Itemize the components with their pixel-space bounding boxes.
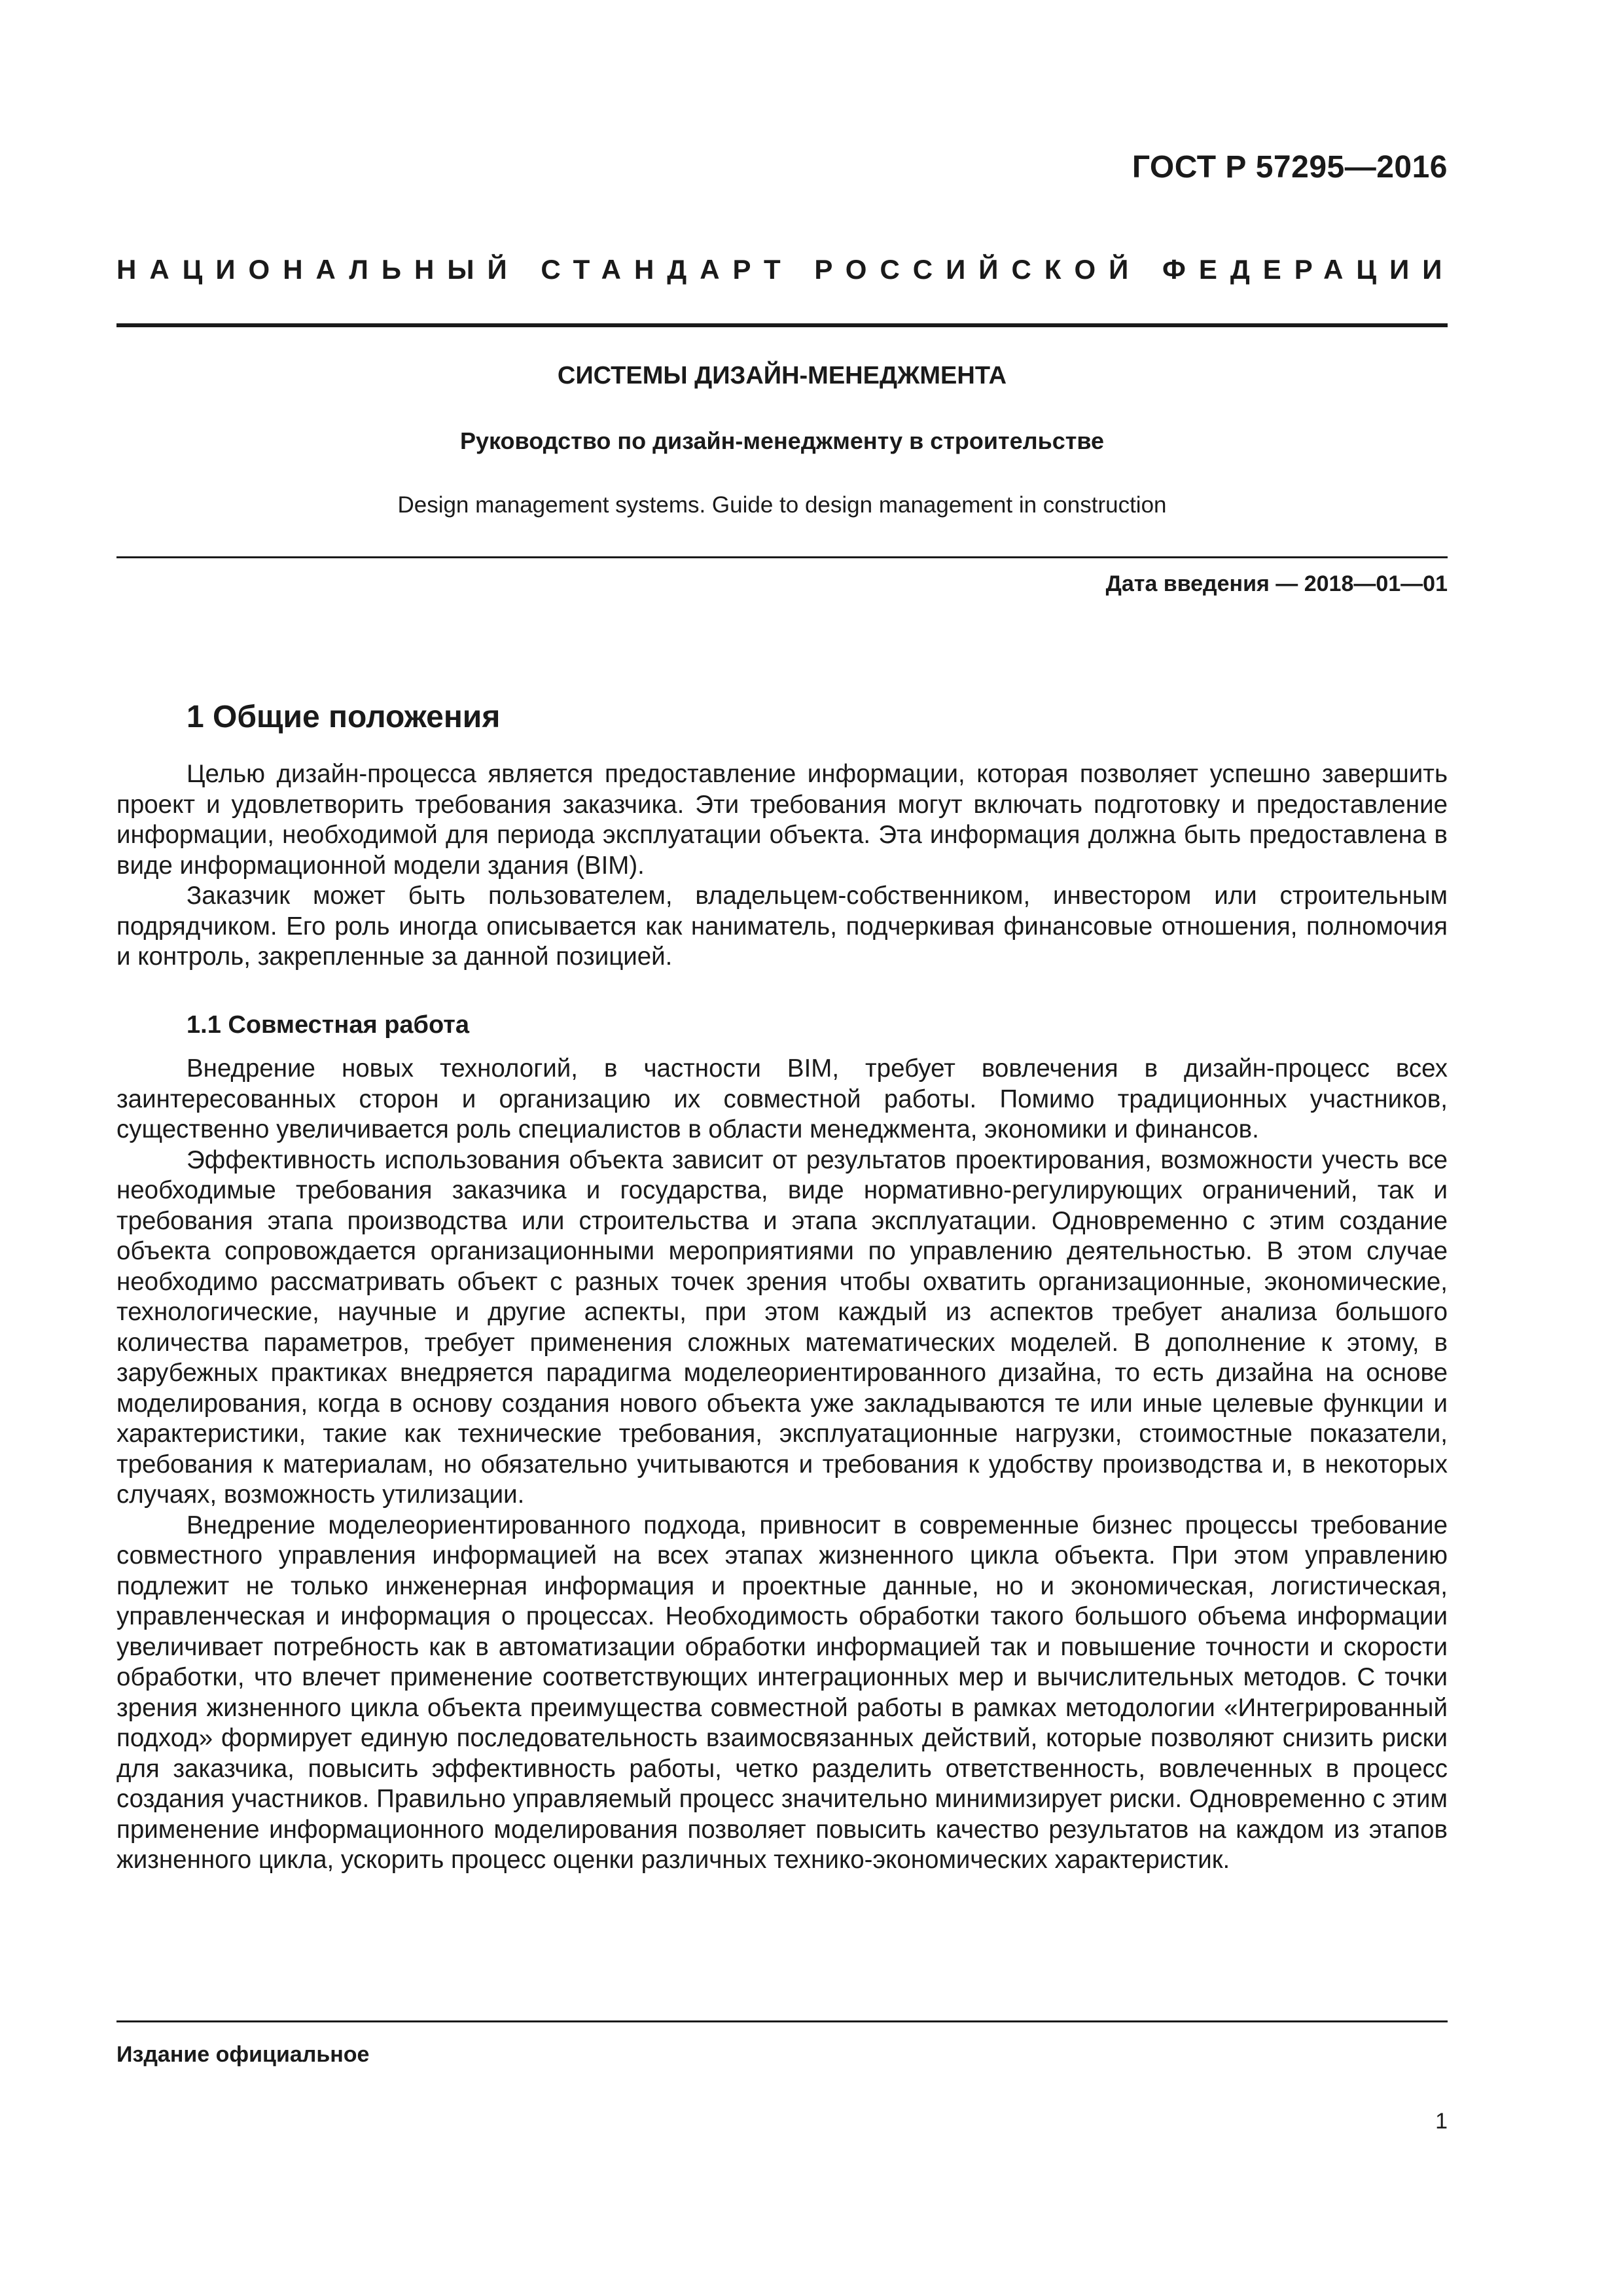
section-1-heading: 1 Общие положения [187,700,501,734]
section-1-body [116,759,1448,973]
title-divider [116,556,1448,558]
standard-subtitle: Руководство по дизайн-менеджменту в строительстве [459,427,1105,454]
standard-title: СИСТЕМЫ ДИЗАЙН-МЕНЕДЖМЕНТА [557,362,1007,389]
gost-code: ГОСТ Р 57295—2016 [1132,150,1448,185]
header-divider [116,323,1448,327]
introduction-date: Дата введения — 2018—01—01 [1105,571,1448,596]
paragraph: Целью дизайн-процесса является предоставление информации, которая позволяет успешно завершить проект и удовлетворить требования заказчика. Эти требования могут включать подготовку и предоставление информации, необходимой для периода эксплуатации объекта. Эта информация должна быть предоставлена в виде информационной модели здания (BIM). [116,760,1448,880]
paragraph: Внедрение моделеориентированного подхода, привносит в современные бизнес процессы требование совместного управления информацией на всех этапах жизненного цикла объекта. При этом управлению подлежит не только инженерная информация и проектные данные, но и экономическая, логистическая, управленческая и информация о процессах. Необходимость обработки такого большого объема информации увеличивает потребность как в автоматизации обработки информацией так и повышение точности и скорости обработки, что влечет применение соответствующих интеграционных мер и вычислительных методов. С точки зрения жизненного цикла объекта преимущества совместной работы в рамках методологии «Интегрированный подход» формирует единую последовательность взаимосвязанных действий, которые позволяют снизить риски для заказчика, повысить эффективность работы, четко разделить ответственность, вовлеченных в процесс создания участников. Правильно управляемый процесс значительно минимизирует риски. Одновременно с этим применение информационного моделирования позволяет повысить качество результатов на каждом из этапов жизненного цикла, ускорить процесс оценки различных технико-экономических характеристик. [116,1511,1448,1874]
paragraph: Внедрение новых технологий, в частности BIM, требует вовлечения в дизайн-процесс всех заинтересованных сторон и организацию их совместной работы. Помимо традиционных участников, существенно увеличивается роль специалистов в области менеджмента, экономики и финансов. [116,1054,1448,1143]
section-1-1-heading: 1.1 Совместная работа [187,1011,470,1039]
national-standard-title: НАЦИОНАЛЬНЫЙ СТАНДАРТ РОССИЙСКОЙ ФЕДЕРАЦИИ [116,254,1455,285]
official-edition-label: Издание официальное [116,2042,370,2067]
standard-english-title: Design management systems. Guide to design management in construction [397,492,1167,518]
footer-divider [116,2020,1448,2022]
paragraph: Заказчик может быть пользователем, владельцем-собственником, инвестором или строительным подрядчиком. Его роль иногда описывается как наниматель, подчеркивая финансовые отношения, полномочия и контроль, закрепленные за данной позицией. [116,882,1448,971]
section-1-1-body [116,1054,1448,1876]
paragraph: Эффективность использования объекта зависит от результатов проектирования, возможности учесть все необходимые требования заказчика и государства, виде нормативно-регулирующих ограничений, так и требования этапа производства или строительства и этапа эксплуатации. Одновременно с этим создание объекта сопровождается организационными мероприятиями по управлению деятельностью. В этом случае необходимо рассматривать объект с разных точек зрения чтобы охватить организационные, экономические, технологические, научные и другие аспекты, при этом каждый из аспектов требует анализа большого количества параметров, требует применения сложных математических моделей. В дополнение к этому, в зарубежных практиках внедряется парадигма моделеориентированного дизайна, то есть дизайна на основе моделирования, когда в основу создания нового объекта уже закладываются те или иные целевые функции и характеристики, такие как технические требования, эксплуатационные нагрузки, стоимостные показатели, требования к материалам, но обязательно учитываются и требования к удобству производства и, в некоторых случаях, возможность утилизации. [116,1145,1448,1509]
page-number: 1 [1435,2109,1448,2134]
